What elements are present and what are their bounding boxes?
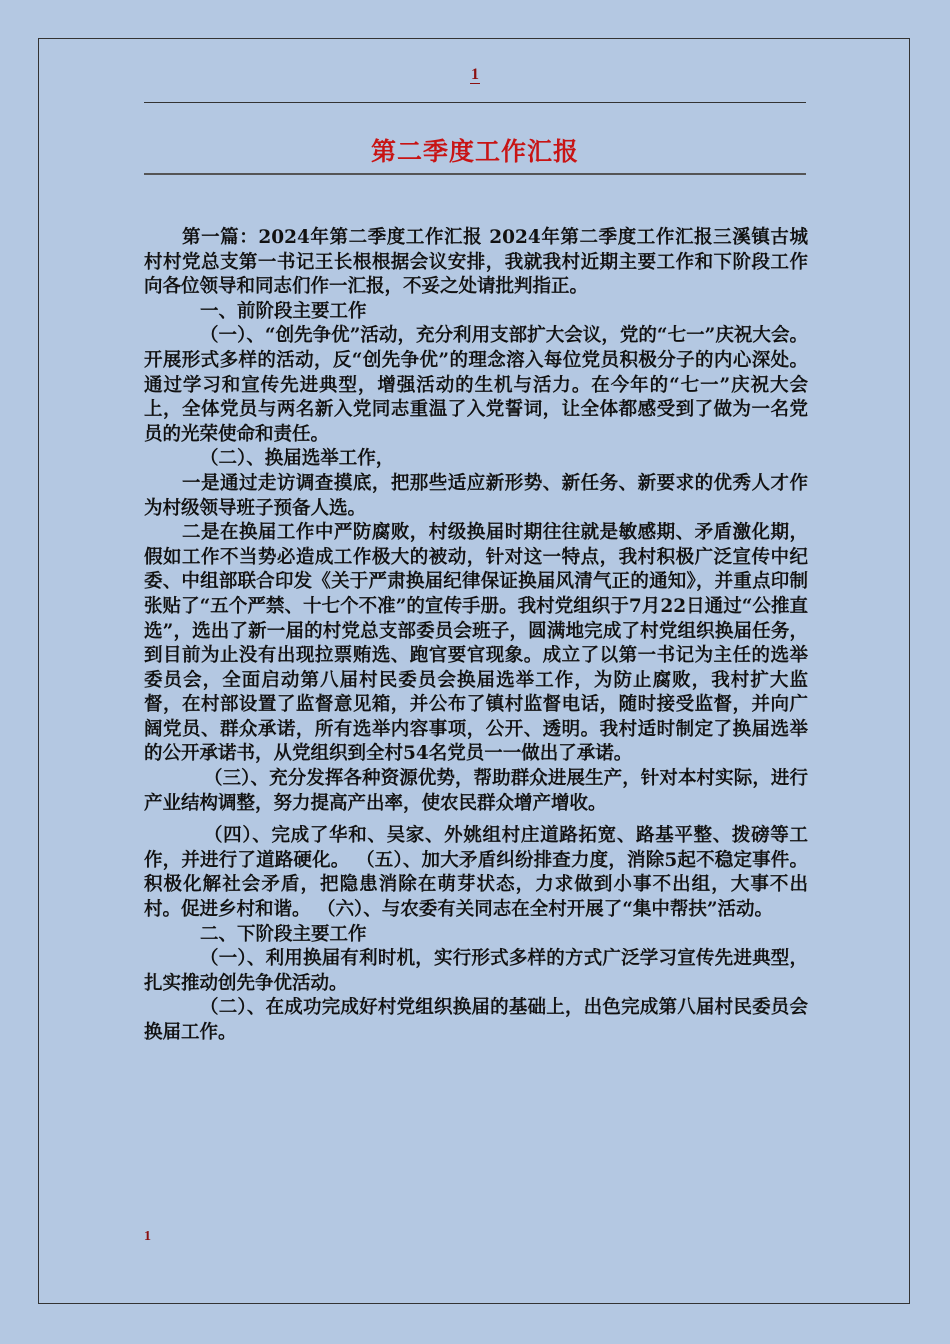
header-divider (144, 102, 806, 103)
paragraph-next-2: （二）、在成功完成好村党组织换届的基础上，出色完成第八届村民委员会换届工作。 (144, 997, 808, 1043)
document-title: 第二季度工作汇报 (370, 137, 579, 166)
paragraph-item-3: （三）、充分发挥各种资源优势，帮助群众进展生产，针对本村实际，进行产业结构调整，努力提高产出率，使农民群众增产增收。 (144, 768, 808, 814)
section-heading-1: 一、前阶段主要工作 (200, 300, 367, 322)
paragraph-item-2a: 一是通过走访调查摸底，把那些适应新形势、新任务、新要求的优秀人才作为村级领导班子预备人选。 (144, 472, 808, 519)
title-divider (144, 173, 806, 175)
footer-page-number: 1 (144, 1229, 151, 1244)
paragraph-item-1: （一）、“创先争优”活动，充分利用支部扩大会议，党的“七一”庆祝大会。开展形式多样的活动，反“创先争优”的理念溶入每位党员积极分子的内心深处。通过学习和宣传先进典型，增强活动的生机与活力。在今年的“七一”庆祝大会上，全体党员与两名新入党同志重温了入党誓词，让全体都感受到了做为一名党员的光荣使命和责任。 (144, 325, 808, 445)
header-page-number: 1 (471, 66, 479, 83)
section-heading-2: 二、下阶段主要工作 (200, 923, 367, 945)
paragraph-item-2: （二）、换届选举工作， (200, 448, 395, 470)
paragraph-item-4-6: （四）、完成了华和、吴家、外姚组村庄道路拓宽、路基平整、拨磅等工作，并进行了道路硬化。 （五）、加大矛盾纠纷排查力度，消除5起不稳定事件。积极化解社会矛盾，把隐患消除在萌芽状态，力求做到小事不出组，大事不出村。促进乡村和谐。 （六）、与农委有关同志在全村开展了“集中帮扶”活动。 (144, 825, 808, 921)
paragraph-item-2b: 二是在换届工作中严防腐败，村级换届时期往往就是敏感期、矛盾激化期，假如工作不当势必造成工作极大的被动，针对这一特点，我村积极广泛宣传中纪委、中组部联合印发《关于严肃换届纪律保证换届风清气正的通知》，并重点印制张贴了“五个严禁、十七个不准”的宣传手册。我村党组织于7月22日通过“公推直选”，选出了新一届的村党总支部委员会班子，圆满地完成了村党组织换届任务，到目前为止没有出现拉票贿选、跑官要官现象。成立了以第一书记为主任的选举委员会，全面启动第八届村民委员会换届选举工作，为防止腐败，我村扩大监督，在村部设置了监督意见箱，并公布了镇村监督电话，随时接受监督，并向广阔党员、群众承诺，所有选举内容事项，公开、透明。我村适时制定了换届选举的公开承诺书，从党组织到全村54名党员一一做出了承诺。 (144, 522, 808, 765)
paragraph-next-1: （一）、利用换届有利时机，实行形式多样的方式广泛学习宣传先进典型，扎实推动创先争优活动。 (144, 948, 808, 994)
paragraph-intro: 第一篇：2024年第二季度工作汇报 2024年第二季度工作汇报三溪镇古城村村党总支第一书记王长根根据会议安排，我就我村近期主要工作和下阶段工作向各位领导和同志们作一汇报，不妥之处请批判指正。 (144, 227, 808, 298)
document-body (144, 226, 808, 1046)
